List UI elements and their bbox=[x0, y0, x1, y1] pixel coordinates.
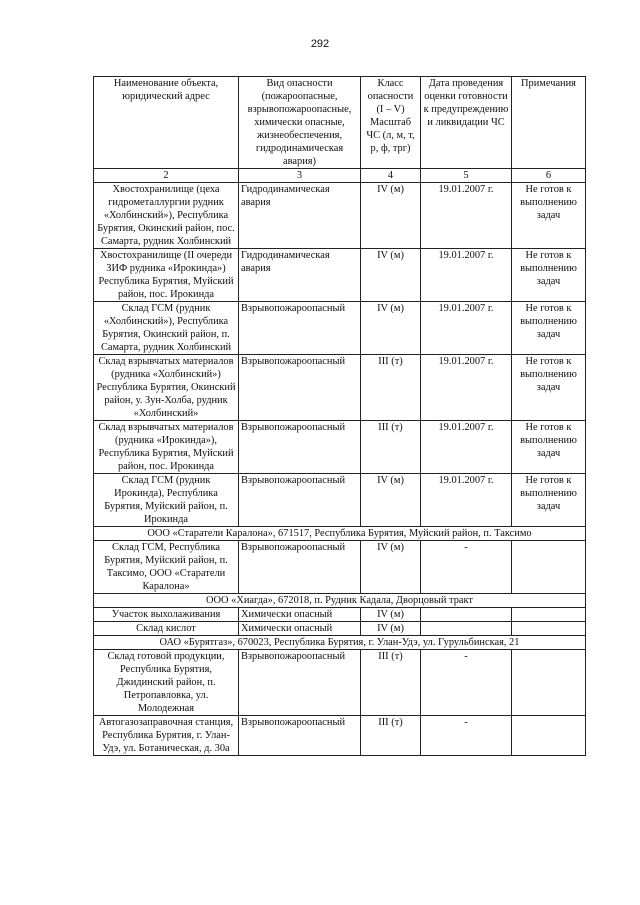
hazard-type-cell: Взрывопожароопасный bbox=[239, 421, 361, 474]
note-cell: Не готов к выполнению задач bbox=[512, 474, 586, 527]
note-cell: Не готов к выполнению задач bbox=[512, 421, 586, 474]
object-name-cell: Склад ГСМ, Республика Бурятия, Муйский район, п. Таксимо, ООО «Старатели Каралона» bbox=[94, 541, 239, 594]
hazard-type-cell: Взрывопожароопасный bbox=[239, 650, 361, 716]
table-row bbox=[94, 302, 586, 355]
note-cell: Не готов к выполнению задач bbox=[512, 302, 586, 355]
organization-row bbox=[94, 527, 586, 541]
hazard-class-cell: IV (м) bbox=[361, 541, 421, 594]
hazard-class-cell: IV (м) bbox=[361, 622, 421, 636]
hazard-class-cell: IV (м) bbox=[361, 302, 421, 355]
hazard-type-cell: Взрывопожароопасный bbox=[239, 541, 361, 594]
note-cell: Не готов к выполнению задач bbox=[512, 183, 586, 249]
note-cell bbox=[512, 608, 586, 622]
header-hazard-class: Класс опасности (I – V) Масштаб ЧС (л, м, т, р, ф, трг) bbox=[361, 77, 421, 169]
hazard-class-cell: III (т) bbox=[361, 650, 421, 716]
hazard-type-cell: Химически опасный bbox=[239, 622, 361, 636]
hazard-type-cell: Взрывопожароопасный bbox=[239, 474, 361, 527]
page-number: 292 bbox=[310, 38, 330, 50]
assessment-date-cell bbox=[421, 608, 512, 622]
organization-row bbox=[94, 594, 586, 608]
assessment-date-cell: 19.01.2007 г. bbox=[421, 421, 512, 474]
object-name-cell: Хвостохранилище (II очереди ЗИФ рудника «Ирокинда») Республика Бурятия, Муйский район, пос. Ирокинда bbox=[94, 249, 239, 302]
column-number: 5 bbox=[421, 169, 512, 183]
hazard-class-cell: III (т) bbox=[361, 716, 421, 756]
table-row bbox=[94, 249, 586, 302]
note-cell: Не готов к выполнению задач bbox=[512, 355, 586, 421]
assessment-date-cell: - bbox=[421, 716, 512, 756]
table-header-row bbox=[94, 77, 586, 169]
object-name-cell: Склад взрывчатых материалов (рудника «Холбинский») Республика Бурятия, Окинский район, у. Зун-Холба, рудник «Холбинский» bbox=[94, 355, 239, 421]
header-object-name: Наименование объекта, юридический адрес bbox=[94, 77, 239, 169]
header-assessment-date: Дата проведения оценки готовности к предупреждению и ликвидации ЧС bbox=[421, 77, 512, 169]
note-cell bbox=[512, 650, 586, 716]
object-name-cell: Участок выхолаживания bbox=[94, 608, 239, 622]
table-body bbox=[94, 183, 586, 756]
note-cell bbox=[512, 622, 586, 636]
column-number: 6 bbox=[512, 169, 586, 183]
note-cell: Не готов к выполнению задач bbox=[512, 249, 586, 302]
hazard-class-cell: IV (м) bbox=[361, 474, 421, 527]
hazard-type-cell: Гидродинамическая авария bbox=[239, 183, 361, 249]
header-notes: Примечания bbox=[512, 77, 586, 169]
table-row bbox=[94, 650, 586, 716]
object-name-cell: Склад ГСМ (рудник «Холбинский»), Республика Бурятия, Окинский район, п. Самарта, рудник Холбинский bbox=[94, 302, 239, 355]
hazard-type-cell: Гидродинамическая авария bbox=[239, 249, 361, 302]
hazard-class-cell: IV (м) bbox=[361, 608, 421, 622]
hazard-type-cell: Взрывопожароопасный bbox=[239, 355, 361, 421]
assessment-date-cell: - bbox=[421, 650, 512, 716]
table-row bbox=[94, 716, 586, 756]
organization-heading: ООО «Старатели Каралона», 671517, Республика Бурятия, Муйский район, п. Таксимо bbox=[94, 527, 586, 541]
hazard-class-cell: IV (м) bbox=[361, 183, 421, 249]
column-number-row bbox=[94, 169, 586, 183]
assessment-date-cell: 19.01.2007 г. bbox=[421, 249, 512, 302]
assessment-date-cell: 19.01.2007 г. bbox=[421, 183, 512, 249]
column-number: 4 bbox=[361, 169, 421, 183]
object-name-cell: Склад готовой продукции, Республика Бурятия, Джидинский район, п. Петропавловка, ул. Молодежная bbox=[94, 650, 239, 716]
organization-row bbox=[94, 636, 586, 650]
table-row bbox=[94, 622, 586, 636]
table-row bbox=[94, 541, 586, 594]
organization-heading: ОАО «Бурятгаз», 670023, Республика Бурятия, г. Улан-Удэ, ул. Гурульбинская, 21 bbox=[94, 636, 586, 650]
header-hazard-type: Вид опасности (пожароопасные, взрывопожароопасные, химически опасные, жизнеобеспечения, гидродинамическая авария) bbox=[239, 77, 361, 169]
column-number: 2 bbox=[94, 169, 239, 183]
assessment-date-cell: - bbox=[421, 541, 512, 594]
object-name-cell: Склад ГСМ (рудник Ирокинда), Республика Бурятия, Муйский район, п. Ирокинда bbox=[94, 474, 239, 527]
table-row bbox=[94, 421, 586, 474]
hazard-class-cell: III (т) bbox=[361, 421, 421, 474]
table-row bbox=[94, 183, 586, 249]
assessment-date-cell: 19.01.2007 г. bbox=[421, 302, 512, 355]
assessment-date-cell: 19.01.2007 г. bbox=[421, 355, 512, 421]
assessment-date-cell: 19.01.2007 г. bbox=[421, 474, 512, 527]
object-name-cell: Хвостохранилище (цеха гидрометаллургии рудник «Холбинский»), Республика Бурятия, Окинский район, пос. Самарта, рудник Холбинский bbox=[94, 183, 239, 249]
object-name-cell: Склад взрывчатых материалов (рудника «Ирокинда»), Республика Бурятия, Муйский район, пос. Ирокинда bbox=[94, 421, 239, 474]
table-row bbox=[94, 474, 586, 527]
object-name-cell: Автогазозаправочная станция, Республика Бурятия, г. Улан-Удэ, ул. Ботаническая, д. 30а bbox=[94, 716, 239, 756]
note-cell bbox=[512, 716, 586, 756]
hazard-class-cell: III (т) bbox=[361, 355, 421, 421]
hazard-objects-table bbox=[93, 76, 586, 756]
hazard-type-cell: Химически опасный bbox=[239, 608, 361, 622]
note-cell bbox=[512, 541, 586, 594]
object-name-cell: Склад кислот bbox=[94, 622, 239, 636]
hazard-type-cell: Взрывопожароопасный bbox=[239, 302, 361, 355]
organization-heading: ООО «Хиагда», 672018, п. Рудник Кадала, Дворцовый тракт bbox=[94, 594, 586, 608]
hazard-class-cell: IV (м) bbox=[361, 249, 421, 302]
column-number: 3 bbox=[239, 169, 361, 183]
assessment-date-cell bbox=[421, 622, 512, 636]
table-row bbox=[94, 608, 586, 622]
hazard-type-cell: Взрывопожароопасный bbox=[239, 716, 361, 756]
table-row bbox=[94, 355, 586, 421]
